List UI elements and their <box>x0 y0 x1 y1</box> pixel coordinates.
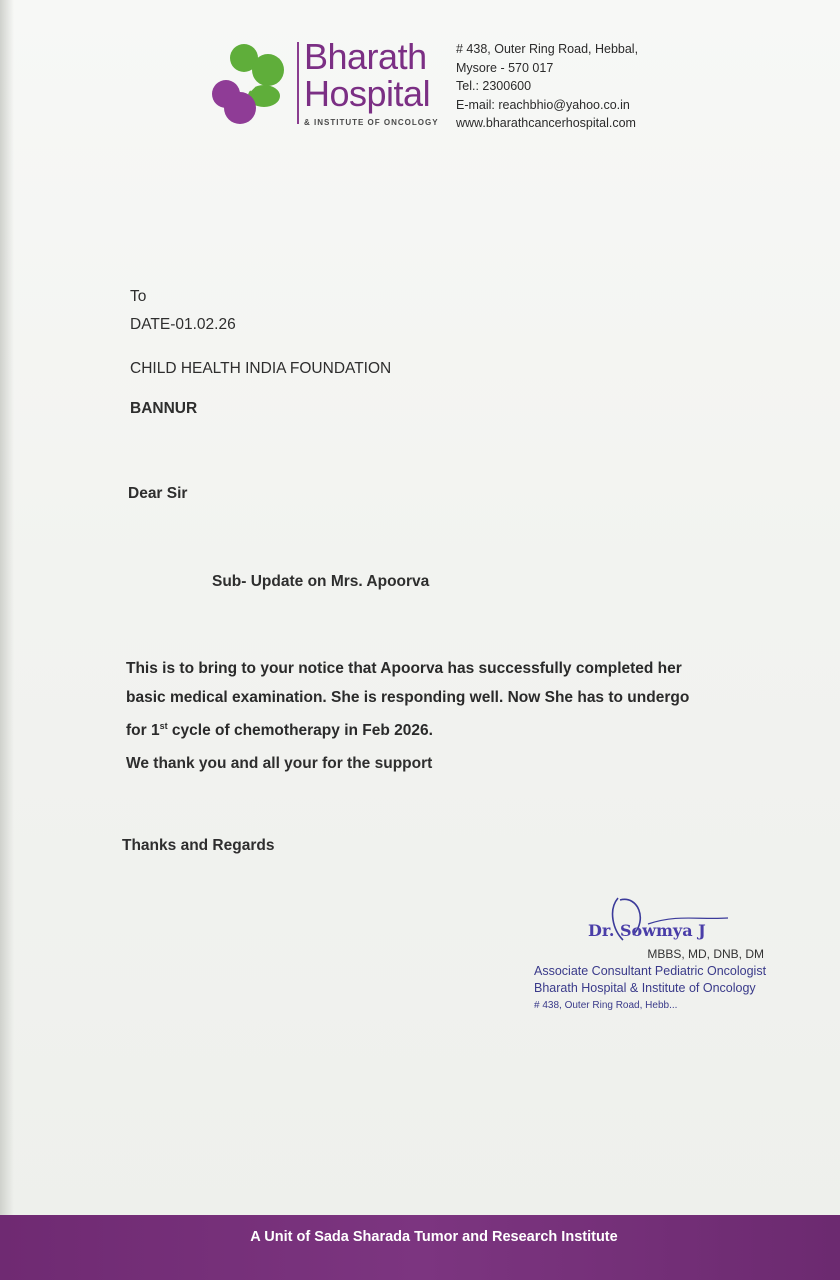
doctor-stamp <box>534 946 774 1014</box>
body-line: for 1st cycle of chemotherapy in Feb 2026. <box>126 721 433 740</box>
brand-subtitle: & INSTITUTE OF ONCOLOGY <box>304 118 439 127</box>
recipient-name: CHILD HEALTH INDIA FOUNDATION <box>130 360 392 377</box>
letter-body <box>126 654 689 745</box>
letter-date: DATE-01.02.26 <box>130 316 236 333</box>
subject-line: Sub- Update on Mrs. Apoorva <box>212 573 430 590</box>
stamp-title: Associate Consultant Pediatric Oncologist <box>534 964 767 978</box>
brand-line-1: Bharath <box>304 36 427 77</box>
to-label: To <box>130 288 147 305</box>
footer-text: A Unit of Sada Sharada Tumor and Research Institute <box>250 1229 618 1245</box>
stamp-qualifications: MBBS, MD, DNB, DM <box>647 947 764 961</box>
body-line: This is to bring to your notice that Apoorva has successfully completed her <box>126 660 682 677</box>
stamp-address: # 438, Outer Ring Road, Hebb... <box>534 1000 678 1011</box>
salutation: Dear Sir <box>128 485 188 502</box>
paper-edge-shadow <box>0 0 14 1215</box>
phone-line: Tel.: 2300600 <box>456 79 532 93</box>
stamp-institution: Bharath Hospital & Institute of Oncology <box>534 981 756 995</box>
thanks-line: We thank you and all your for the support <box>126 755 433 772</box>
hospital-logo-icon <box>210 40 290 128</box>
body-line: basic medical examination. She is responding well. Now She has to undergo <box>126 689 690 706</box>
address-line: Mysore - 570 017 <box>456 60 554 75</box>
brand-line-2: Hospital <box>304 73 431 114</box>
signature-icon <box>578 890 738 950</box>
address-line: # 438, Outer Ring Road, Hebbal, <box>456 42 639 56</box>
website-line: www.bharathcancerhospital.com <box>456 116 636 130</box>
logo-divider <box>297 42 299 124</box>
closing-line: Thanks and Regards <box>122 837 275 854</box>
email-line: E-mail: reachbhio@yahoo.co.in <box>456 97 630 112</box>
footer-band <box>0 1215 840 1280</box>
signature-name: Dr. Sowmya J <box>588 921 706 940</box>
hospital-address-block <box>456 40 638 133</box>
recipient-location: BANNUR <box>130 400 198 417</box>
hospital-name <box>304 38 439 127</box>
